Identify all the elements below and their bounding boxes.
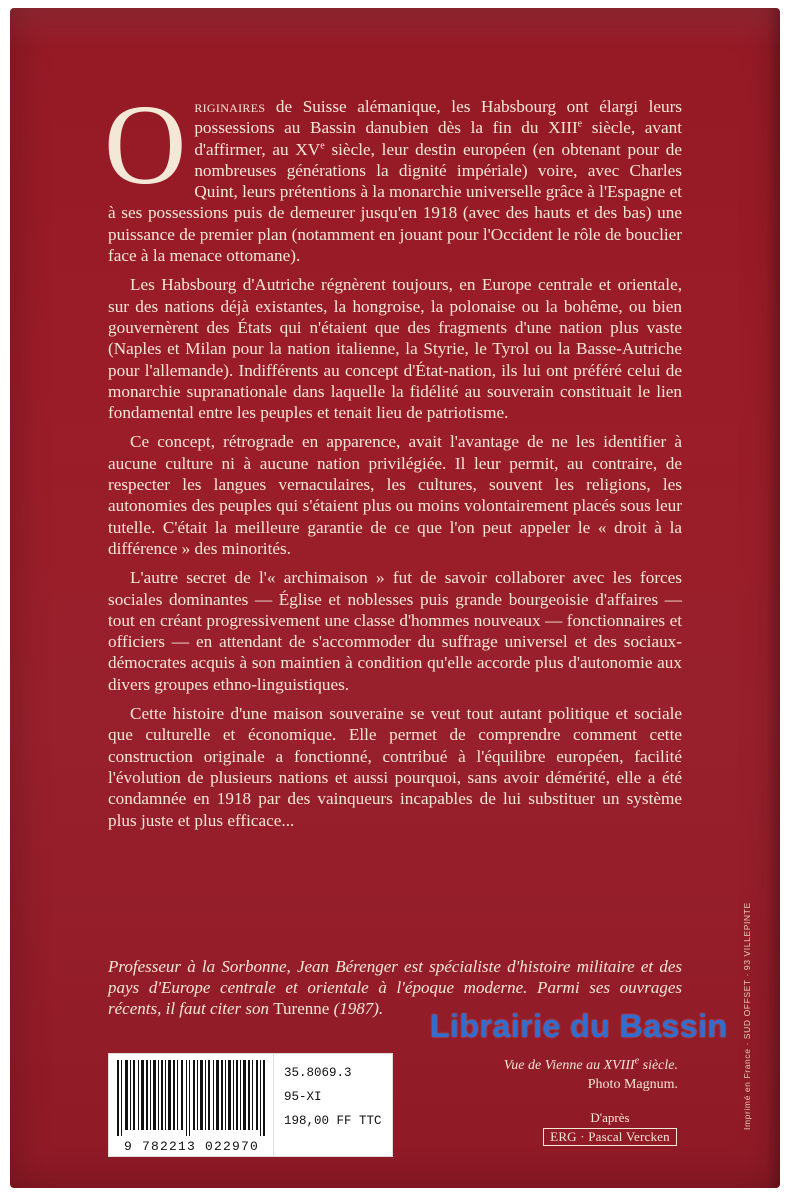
edition-code: 95-XI: [284, 1090, 322, 1104]
dropcap-letter: O: [104, 81, 187, 208]
bookseller-watermark: Librairie du Bassin: [430, 1008, 728, 1044]
paragraph-1: [104, 81, 682, 266]
paragraph-3: Ce concept, rétrograde en apparence, avait l'avantage de ne les identifier à aucune culture ni à aucune nation privilégiée. Il leur permit, au contraire, de respecter les langues vernaculaires, les cultures, souvent les religions, les autonomies des peuples qui s'étaient plus ou moins volontairement placés sous leur tutelle. C'était la meilleure garantie de ce que l'on peut appeler le « droit à la différence » des minorités.: [108, 432, 682, 558]
design-credit: [540, 1110, 680, 1146]
paragraph-4: L'autre secret de l'« archimaison » fut de savoir collaborer avec les forces sociales dominantes — Église et noblesses puis grande bourgeoisie d'affaires — tout en créant progressivement une classe d'hommes nouveaux — fonctionnaires et officiers — en attendant de s'accommoder du suffrage universel et des sociaux-démocrates acquis à son maintien à condition qu'elle accorde plus d'autonomie aux divers groupes ethno-linguistiques.: [108, 568, 682, 694]
catalog-number: 35.8069.3: [284, 1066, 352, 1080]
author-bio-book-title: Turenne: [273, 999, 330, 1018]
credit-prefix: D'après: [590, 1110, 630, 1125]
cover-image-caption: [498, 1056, 678, 1094]
isbn-barcode: [108, 1053, 275, 1157]
author-bio-text: Professeur à la Sorbonne, Jean Bérenger est spécialiste d'histoire militaire et des pays d'Europe centrale et orientale à l'époque moderne. Parmi ses ouvrages récents, il faut citer son: [108, 957, 682, 1018]
paragraph-1-part-b: siècle, avant d'affirmer, au XV: [194, 118, 682, 159]
blurb-text: [104, 81, 682, 839]
caption-line-1: [498, 1056, 678, 1075]
caption-line-2: Photo Magnum.: [587, 1077, 678, 1092]
superscript-e: e: [320, 139, 325, 151]
printer-imprint: Imprimé en France · SUD OFFSET · 93 VILLEPINTE: [742, 902, 752, 1130]
price-label: 198,00 FF TTC: [284, 1114, 382, 1128]
paragraph-1-part-a: de Suisse alémanique, les Habsbourg ont élargi leurs possessions au Bassin danubien dès la fin du XIII: [194, 97, 682, 138]
caption-superscript: e: [634, 1055, 640, 1067]
isbn-digits: 9 782213 022970: [123, 1139, 260, 1154]
author-bio-year: (1987).: [329, 999, 384, 1018]
superscript-e: e: [577, 118, 583, 130]
credit-box: ERG · Pascal Vercken: [543, 1128, 677, 1146]
cover-spine-edge: [766, 8, 780, 1188]
cover-top-edge: [10, 8, 780, 48]
price-box: [273, 1053, 393, 1157]
paragraph-1-part-c: siècle, leur destin européen (en obtenant pour de nombreuses générations la dignité impériale) voire, avec Charles Quint, leurs prétentions à la monarchie universelle grâce à l'Espagne et à ses possessions puis de demeurer jusqu'en 1918 (avec des hauts et des bas) une puissance de premier plan (notamment en jouant pour l'Occident le rôle de bouclier face à la menace ottomane).: [108, 139, 682, 266]
caption-text-b: siècle.: [639, 1058, 678, 1073]
caption-text-a: Vue de Vienne au XVIII: [503, 1058, 635, 1073]
paragraph-5: Cette histoire d'une maison souveraine se veut tout autant politique et sociale que culturelle et économique. Elle permet de comprendre comment cette construction originale a fonctionné, contribué à l'équilibre européen, facilité l'évolution de plusieurs nations et aussi pourquoi, sans avoir démérité, elle a été condamnée en 1918 par des vainqueurs incapables de lui substituer un système plus juste et plus efficace...: [108, 704, 682, 830]
barcode-icon: [117, 1060, 265, 1136]
paragraph-2: Les Habsbourg d'Autriche régnèrent toujours, en Europe centrale et orientale, sur des nations déjà existantes, la hongroise, la polonaise ou la bohême, ou bien gouvernèrent des États qui n'étaient que des fragments d'une nation plus vaste (Naples et Milan pour la nation italienne, la Styrie, le Tyrol ou la Basse-Autriche pour l'allemande). Indifférents au concept d'État-nation, ils lui ont préféré celui de monarchie supranationale dans laquelle la fidélité au souverain constituait le lien fondamental entre les peuples et tenait lieu de patriotisme.: [108, 275, 682, 423]
paragraph-1-smallcaps: riginaires: [194, 97, 266, 116]
